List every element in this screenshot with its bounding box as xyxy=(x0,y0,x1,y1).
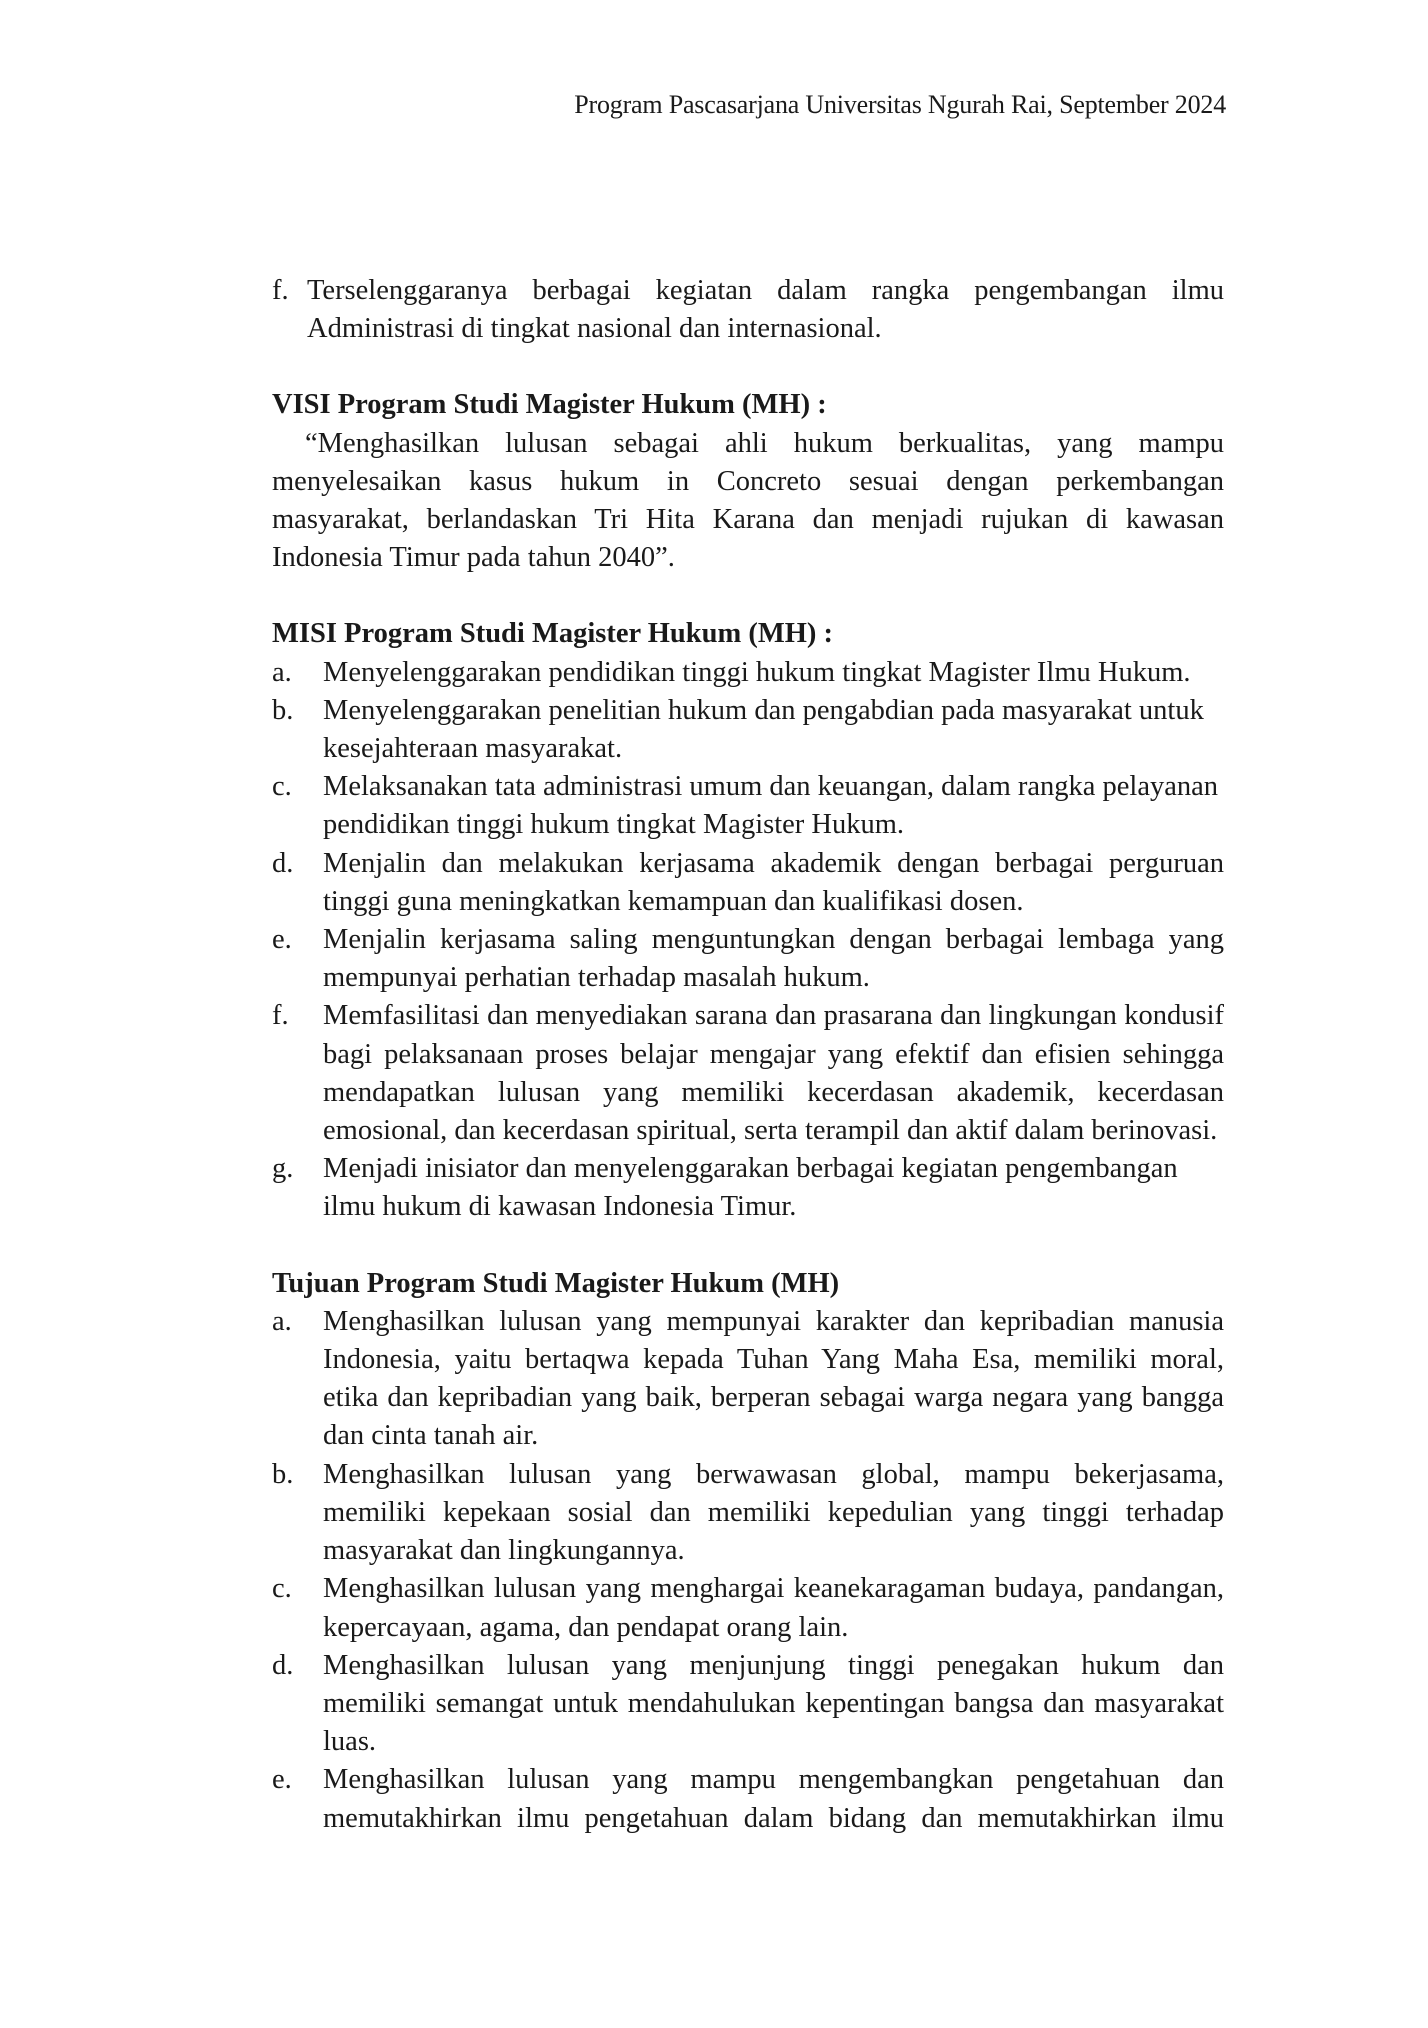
misi-item-d xyxy=(272,845,1224,921)
tujuan-item-a xyxy=(272,1303,1224,1456)
list-item-text: Memfasilitasi dan menyediakan sarana dan prasarana dan lingkungan kondusif bagi pelaksanaan proses belajar mengajar yang efektif dan efisien sehingga mendapatkan lulusan yang memiliki kecerdasan akademik, kecerdasan emosional, dan kecerdasan spiritual, serta terampil dan aktif dalam berinovasi. xyxy=(323,1000,1224,1147)
list-item-text: Menjalin kerjasama saling menguntungkan dengan berbagai lembaga yang mempunyai perhatian terhadap masalah hukum. xyxy=(323,924,1224,994)
list-item-text: Menghasilkan lulusan yang mempunyai karakter dan kepribadian manusia Indonesia, yaitu bertaqwa kepada Tuhan Yang Maha Esa, memiliki moral, etika dan kepribadian yang baik, berperan sebagai warga negara yang bangga dan cinta tanah air. xyxy=(323,1305,1224,1452)
list-item-text: Menghasilkan lulusan yang menjunjung tinggi penegakan hukum dan memiliki semangat untuk mendahulukan kepentingan bangsa dan masyarakat luas. xyxy=(323,1649,1224,1758)
misi-list xyxy=(272,654,1224,1227)
list-item-text: Menghasilkan lulusan yang berwawasan global, mampu bekerjasama, memiliki kepekaan sosial dan memiliki kepedulian yang tinggi terhadap masyarakat dan lingkungannya. xyxy=(323,1458,1224,1567)
tujuan-list xyxy=(272,1303,1224,1838)
list-marker: a. xyxy=(272,1305,292,1337)
misi-item-c xyxy=(272,768,1224,844)
list-marker: g. xyxy=(272,1153,294,1185)
list-marker: f. xyxy=(272,275,289,306)
list-item-text: Menghasilkan lulusan yang menghargai keanekaragaman budaya, pandangan, kepercayaan, agama, dan pendapat orang lain. xyxy=(323,1573,1224,1643)
list-item-text: Menghasilkan lulusan yang mampu mengembangkan pengetahuan dan memutakhirkan ilmu pengetahuan dalam bidang dan memutakhirkan ilmu xyxy=(323,1764,1224,1834)
list-item-text: Menyelenggarakan penelitian hukum dan pengabdian pada masyarakat untuk kesejahteraan masyarakat. xyxy=(323,694,1204,765)
list-item-text: Melaksanakan tata administrasi umum dan keuangan, dalam rangka pelayanan pendidikan tinggi hukum tingkat Magister Hukum. xyxy=(323,771,1219,841)
list-marker: e. xyxy=(272,924,292,956)
misi-heading: MISI Program Studi Magister Hukum (MH) : xyxy=(272,618,834,650)
tujuan-item-b xyxy=(272,1456,1224,1571)
list-marker: c. xyxy=(272,1573,292,1605)
tujuan-item-c xyxy=(272,1570,1224,1646)
page-content xyxy=(272,272,1224,1838)
tujuan-item-d xyxy=(272,1647,1224,1762)
running-header: Program Pascasarjana Universitas Ngurah Rai, September 2024 xyxy=(574,90,1226,119)
misi-item-g xyxy=(272,1150,1224,1226)
list-marker: b. xyxy=(272,1458,294,1490)
list-marker: d. xyxy=(272,1649,294,1681)
tujuan-heading: Tujuan Program Studi Magister Hukum (MH) xyxy=(272,1267,840,1299)
list-marker: b. xyxy=(272,694,294,726)
list-marker: f. xyxy=(272,1000,289,1032)
list-item-text: Menjalin dan melakukan kerjasama akademik dengan berbagai perguruan tinggi guna meningkatkan kemampuan dan kualifikasi dosen. xyxy=(323,847,1224,917)
list-marker: c. xyxy=(272,771,292,803)
list-item-text: Menyelenggarakan pendidikan tinggi hukum tingkat Magister Ilmu Hukum. xyxy=(323,656,1191,688)
visi-heading: VISI Program Studi Magister Hukum (MH) : xyxy=(272,389,827,421)
list-marker: a. xyxy=(272,656,292,688)
list-marker: d. xyxy=(272,847,294,879)
misi-item-b xyxy=(272,692,1224,768)
visi-paragraph: “Menghasilkan lulusan sebagai ahli hukum berkualitas, yang mampu menyelesaikan kasus hukum in Concreto sesuai dengan perkembangan masyarakat, berlandaskan Tri Hita Karana dan menjadi rujukan di kawasan Indonesia Timur pada tahun 2040”. xyxy=(272,427,1224,574)
continued-list-item xyxy=(272,272,1224,348)
misi-item-e xyxy=(272,921,1224,997)
list-marker: e. xyxy=(272,1764,292,1796)
list-item-text: Menjadi inisiator dan menyelenggarakan berbagai kegiatan pengembangan ilmu hukum di kawasan Indonesia Timur. xyxy=(323,1153,1178,1223)
misi-item-a xyxy=(272,654,1224,692)
tujuan-item-e xyxy=(272,1761,1224,1837)
misi-item-f xyxy=(272,997,1224,1150)
list-item-text: Terselenggaranya berbagai kegiatan dalam rangka pengembangan ilmu Administrasi di tingkat nasional dan internasional. xyxy=(307,275,1224,345)
